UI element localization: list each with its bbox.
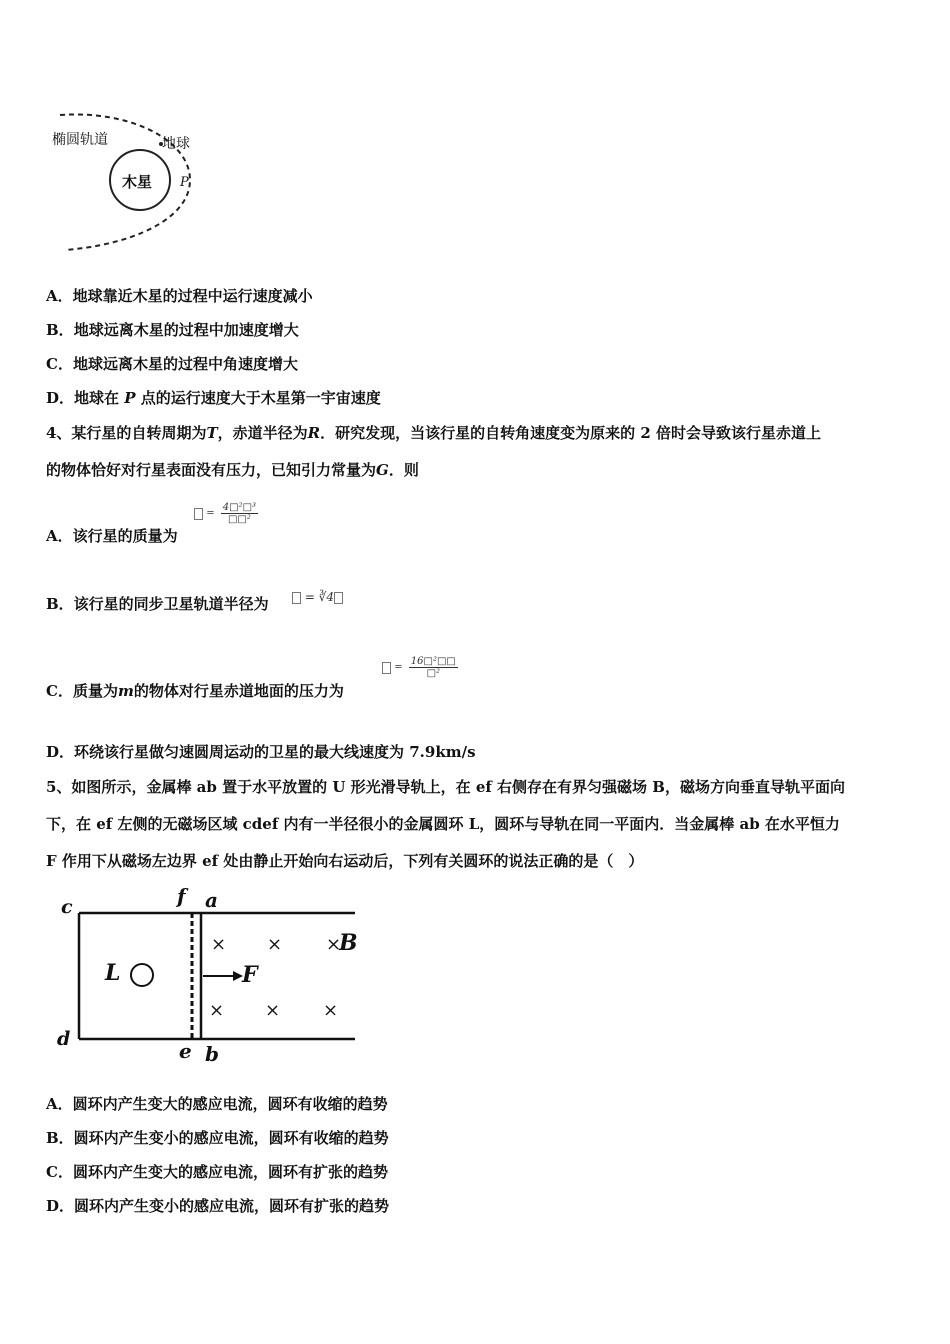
q5-option-a: A．圆环内产生变大的感应电流，圆环有收缩的趋势 bbox=[46, 1095, 388, 1113]
label-e: e bbox=[179, 1039, 192, 1063]
label-a: a bbox=[205, 888, 218, 912]
label-earth: 地球 bbox=[162, 136, 190, 152]
label-force-f: F bbox=[242, 962, 258, 988]
q5-option-d: D．圆环内产生变小的感应电流，圆环有扩张的趋势 bbox=[46, 1197, 390, 1215]
formula-a-denominator: □□² bbox=[227, 514, 251, 525]
q4-option-b-formula: = ∛4 bbox=[292, 590, 343, 604]
formula-b-root: ∛4 bbox=[318, 590, 334, 604]
q5-option-c: C．圆环内产生变大的感应电流，圆环有扩张的趋势 bbox=[46, 1163, 388, 1181]
field-cross: × bbox=[323, 1000, 339, 1021]
q3-option-a: A．地球靠近木星的过程中运行速度减小 bbox=[46, 287, 313, 305]
q5-option-b: B．圆环内产生变小的感应电流，圆环有收缩的趋势 bbox=[46, 1129, 389, 1147]
field-cross: × bbox=[209, 1000, 225, 1021]
metal-ring-l bbox=[131, 964, 153, 986]
q4-stem-line1: 4、某行星的自转周期为T，赤道半径为R．研究发现，当该行星的自转角速度变为原来的 2 倍时会导致该行星赤道上 bbox=[46, 424, 821, 442]
field-cross: × bbox=[326, 934, 342, 955]
q4-option-b: B．该行星的同步卫星轨道半径为 bbox=[46, 595, 269, 613]
q4-option-a: A．该行星的质量为 bbox=[46, 527, 178, 545]
q5-stem-line1: 5、如图所示，金属棒 ab 置于水平放置的 U 形光滑导轨上，在 ef 右侧存在有界匀强磁场 B，磁场方向垂直导轨平面向 bbox=[46, 778, 845, 796]
mass-symbol-box bbox=[194, 508, 203, 520]
q4-stem-line2: 的物体恰好对行星表面没有压力，已知引力常量为G．则 bbox=[46, 461, 419, 479]
label-jupiter: 木星 bbox=[122, 173, 153, 191]
q5-stem-line3: F 作用下从磁场左边界 ef 处由静止开始向右运动后，下列有关圆环的说法正确的是（ ） bbox=[46, 852, 644, 870]
label-point-p: P bbox=[180, 175, 189, 190]
q4-option-c-formula: = $\frac{\text{16□²□□}}{\text{□²}}$ bbox=[382, 656, 458, 679]
radius-symbol-box bbox=[292, 592, 301, 604]
label-d: d bbox=[57, 1028, 71, 1050]
q4-option-c: C．质量为m的物体对行星赤道地面的压力为 bbox=[46, 682, 344, 700]
q3-option-c: C．地球远离木星的过程中角速度增大 bbox=[46, 355, 298, 373]
label-c: c bbox=[61, 896, 73, 918]
label-field-b: B bbox=[339, 930, 358, 956]
formula-c-denominator: □² bbox=[426, 668, 441, 679]
label-b: b bbox=[205, 1042, 219, 1066]
formula-a-numerator: 4□²□³ bbox=[222, 502, 257, 513]
field-cross: × bbox=[267, 934, 283, 955]
label-ring-l: L bbox=[105, 960, 121, 986]
q4-option-a-formula: = $\frac{\text{4□²□³}}{\text{□□²}}$ bbox=[194, 502, 258, 525]
figure-rail bbox=[55, 882, 365, 1067]
force-symbol-box bbox=[382, 662, 391, 674]
field-cross: × bbox=[211, 934, 227, 955]
field-cross: × bbox=[265, 1000, 281, 1021]
formula-c-numerator: 16□²□□ bbox=[410, 656, 456, 667]
q3-option-d: D．地球在 P 点的运行速度大于木星第一宇宙速度 bbox=[46, 389, 381, 407]
label-elliptical-orbit: 椭圆轨道 bbox=[52, 132, 108, 148]
label-f: f bbox=[177, 884, 186, 908]
figure-orbit bbox=[40, 105, 210, 255]
q3-option-b: B．地球远离木星的过程中加速度增大 bbox=[46, 321, 299, 339]
q5-stem-line2: 下，在 ef 左侧的无磁场区域 cdef 内有一半径很小的金属圆环 L，圆环与导轨在同一平面内．当金属棒 ab 在水平恒力 bbox=[46, 815, 840, 833]
q4-option-d: D．环绕该行星做匀速圆周运动的卫星的最大线速度为 7.9km/s bbox=[46, 743, 476, 761]
